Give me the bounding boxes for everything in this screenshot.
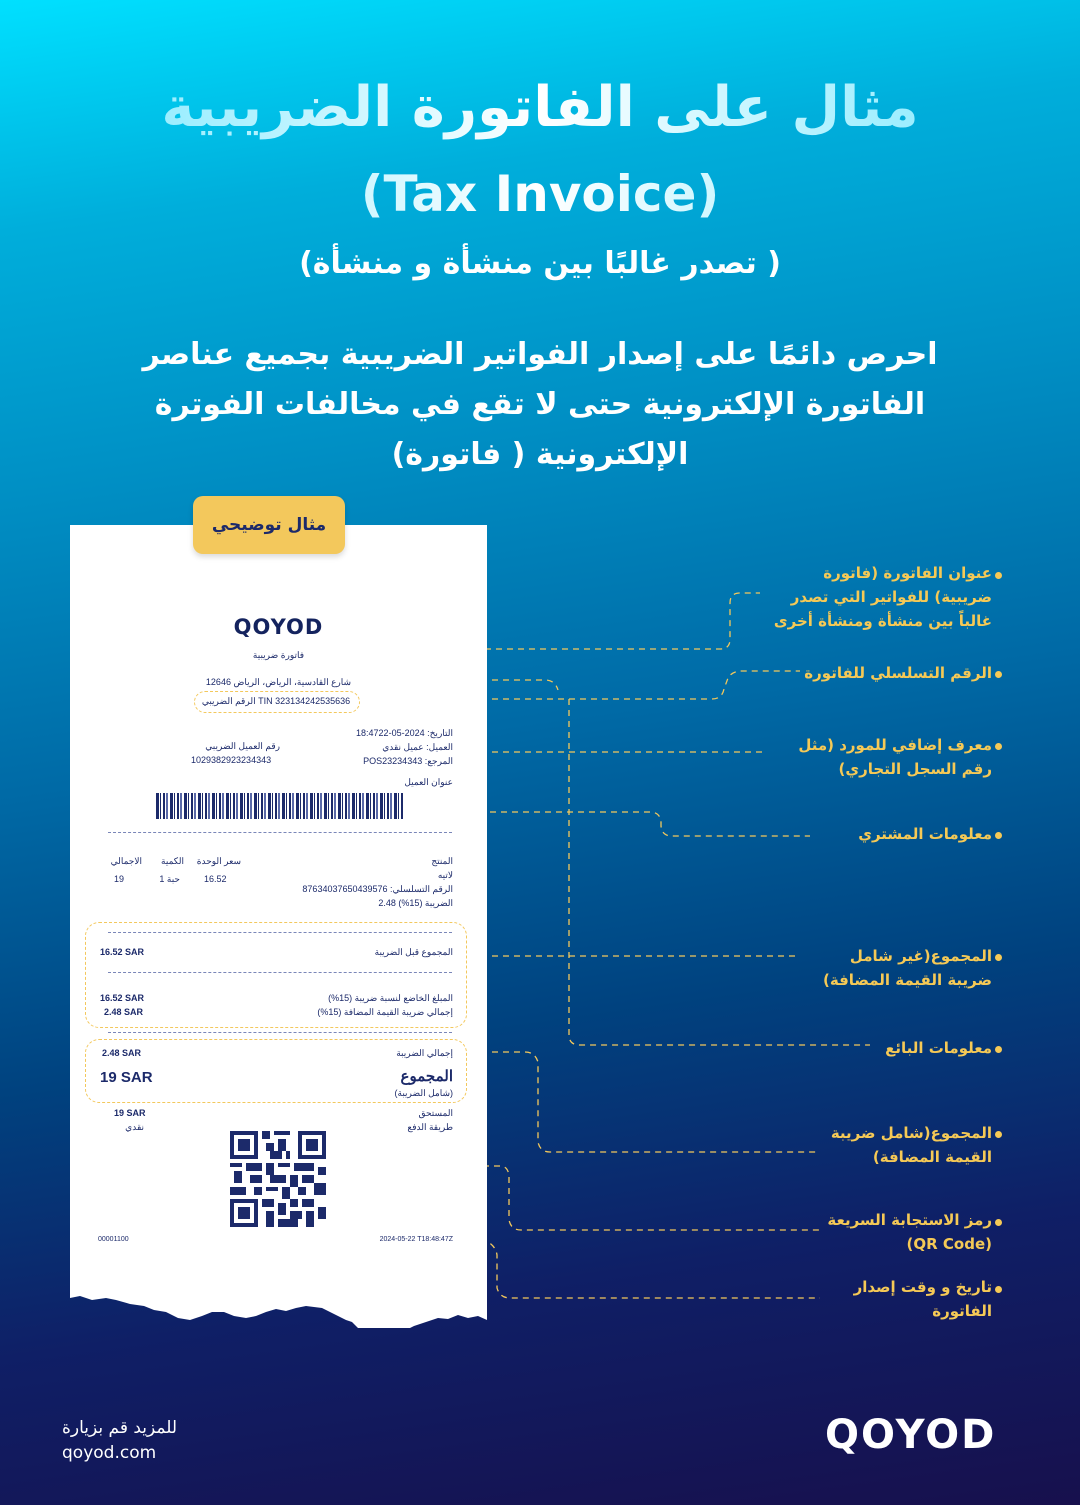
invoice-number: 00001100 <box>98 1236 129 1243</box>
seller-tin: الرقم الضريبي TIN 323134242535636 <box>201 696 351 706</box>
invoice-date: التاريخ: 2024-05-18:4722 <box>356 728 453 738</box>
footer-logo: QOYOD <box>825 1412 997 1458</box>
divider <box>108 932 452 933</box>
page-title: مثال على الفاتورة الضريبية <box>0 68 1080 148</box>
receipt-logo: QOYOD <box>233 615 324 639</box>
item-serial: الرقم التسلسلي: 87634037650439576 <box>302 884 453 894</box>
footer-visit <box>62 1416 177 1466</box>
annotation-buyer-info: معلومات المشتري <box>858 825 992 843</box>
invoice-type: فاتورة ضريبية <box>252 650 305 660</box>
grand-total-value: 19 SAR <box>100 1069 153 1086</box>
footer-visit-label: للمزيد قم بزيارة <box>62 1418 178 1438</box>
page-subtitle-en: (Tax Invoice) <box>0 162 1080 226</box>
col-total: الاجمالي <box>110 856 142 866</box>
annotation-seller-info: معلومات البائع <box>885 1039 992 1057</box>
annotation-serial-number: الرقم التسلسلي للفاتورة <box>804 664 992 682</box>
annotation-total: المجموع(شامل ضريبة القيمة المضافة) <box>830 1124 992 1166</box>
bullet-icon <box>995 1286 1002 1293</box>
col-unit-price: سعر الوحدة <box>196 856 241 866</box>
qr-code <box>230 1131 326 1227</box>
due-value: 19 SAR <box>114 1108 146 1118</box>
annotation-subtotal: المجموع(غير شامل ضريبة القيمة المضافة) <box>823 947 992 989</box>
item-tax: الضريبة (15%) 2.48 <box>378 898 453 908</box>
receipt-torn-edge <box>70 1268 490 1328</box>
bullet-icon <box>995 1131 1002 1138</box>
item-unit-price: 16.52 <box>204 874 227 884</box>
annotation-invoice-title: عنوان الفاتورة (فاتورة ضريبية) للفواتير التي تصدر غالباً بين منشأة ومنشأة أخرى <box>773 564 992 630</box>
receipt <box>70 525 487 1285</box>
customer-name: العميل: عميل نقدي <box>382 742 453 752</box>
payment-method-value: نقدي <box>125 1122 144 1132</box>
bullet-icon <box>995 1219 1002 1226</box>
barcode <box>156 793 404 819</box>
example-badge: مثال توضيحي <box>193 496 345 554</box>
item-qty: حبة 1 <box>159 874 180 884</box>
vat-label: إجمالي ضريبة القيمة المضافة (15%) <box>317 1007 453 1017</box>
annotation-qr-code: رمز الاستجابة السريعة (QR Code) <box>827 1211 992 1253</box>
due-label: المستحق <box>418 1108 453 1118</box>
divider <box>108 1032 452 1033</box>
customer-tax-label: رقم العميل الضريبي <box>205 741 280 751</box>
subtotal-value: 16.52 SAR <box>100 947 145 957</box>
bullet-icon <box>995 743 1002 750</box>
bullet-icon <box>995 671 1002 678</box>
annotation-issue-datetime: تاريخ و وقت إصدار الفاتورة <box>853 1278 992 1320</box>
taxable-label: المبلغ الخاضع لنسبة ضريبة (15%) <box>328 993 453 1003</box>
item-total: 19 <box>114 874 125 884</box>
divider <box>108 832 452 833</box>
grand-total-label: المجموع <box>400 1068 453 1085</box>
page-subtitle-note: ( تصدر غالبًا بين منشأة و منشأة) <box>299 246 781 281</box>
invoice-reference: المرجع: POS23234343 <box>363 756 453 766</box>
taxable-value: 16.52 SAR <box>100 993 145 1003</box>
customer-tax-value: 1029382923234343 <box>191 755 272 765</box>
total-tax-value: 2.48 SAR <box>102 1048 142 1058</box>
bullet-icon <box>995 832 1002 839</box>
bullet-icon <box>995 954 1002 961</box>
annotation-supplier-id: معرف إضافي للمورد (مثل رقم السجل التجاري) <box>798 736 992 778</box>
payment-method-label: طريقة الدفع <box>407 1122 453 1132</box>
grand-total-note: (شامل الضريبة) <box>394 1088 453 1098</box>
intro-text: احرص دائمًا على إصدار الفواتير الضريبية بجميع عناصر الفاتورة الإلكترونية حتى لا تقع في مخالفات الفوترة الإلكترونية ( فاتورة) <box>142 337 938 472</box>
footer-website-link[interactable]: qoyod.com <box>62 1443 157 1463</box>
col-product: المنتج <box>431 856 453 866</box>
seller-address: شارع القادسية، الرياض، الرياض 12646 <box>205 677 352 687</box>
total-tax-label: إجمالي الضريبة <box>396 1048 453 1058</box>
bullet-icon <box>995 572 1002 579</box>
divider <box>108 972 452 973</box>
col-qty: الكمية <box>161 856 184 866</box>
customer-address: عنوان العميل <box>404 777 453 787</box>
item-name: لاتيه <box>437 870 453 880</box>
subtotal-label: المجموع قبل الضريبة <box>374 947 453 957</box>
vat-value: 2.48 SAR <box>104 1007 144 1017</box>
invoice-timestamp: 2024-05-22 T18:48:47Z <box>379 1236 453 1243</box>
bullet-icon <box>995 1046 1002 1053</box>
